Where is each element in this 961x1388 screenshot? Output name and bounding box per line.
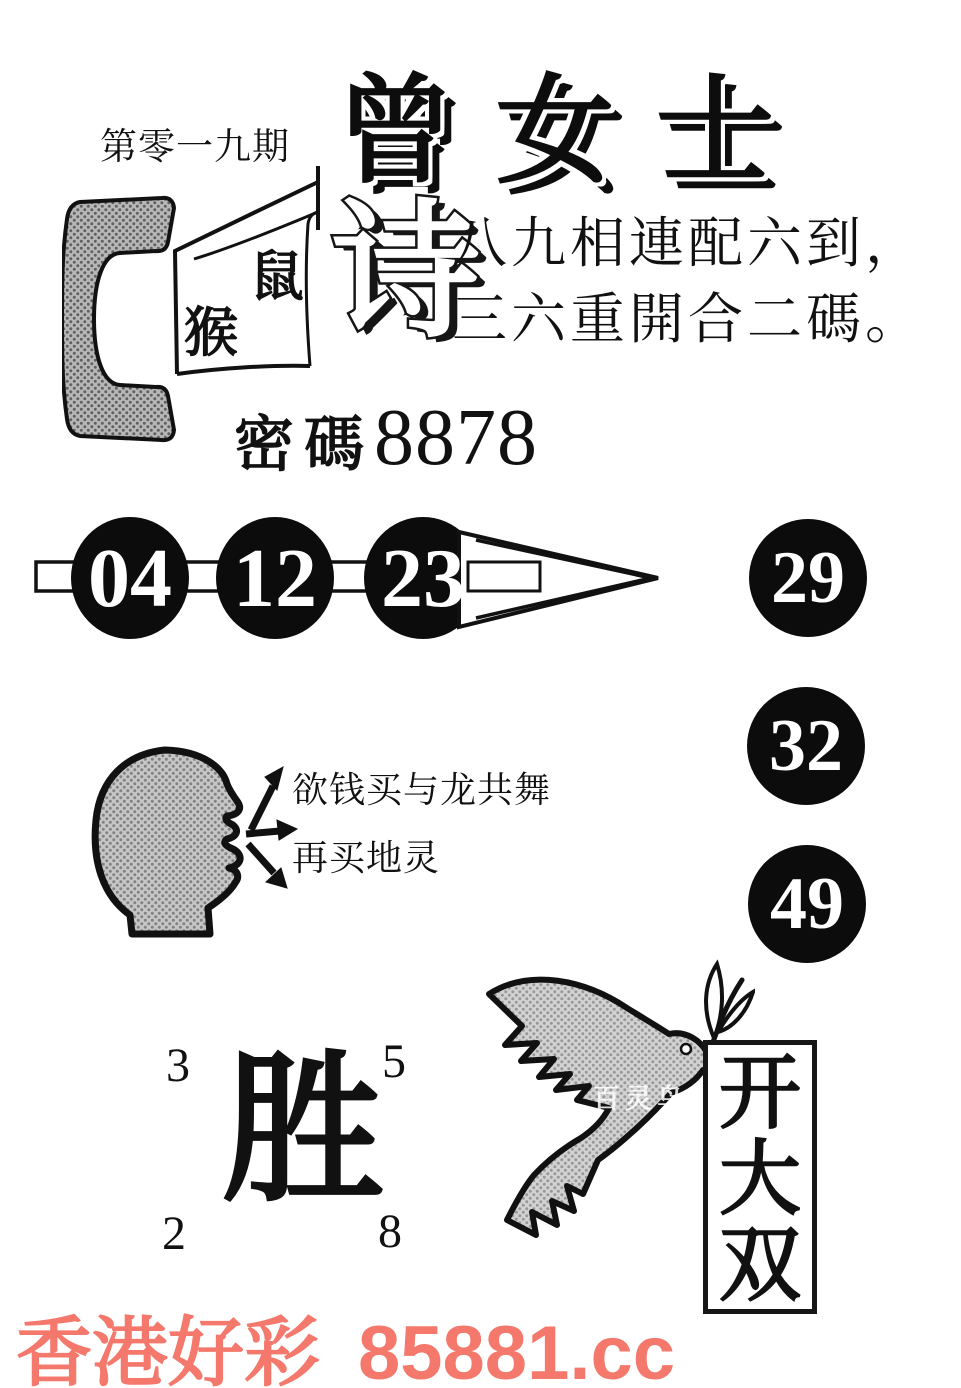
verdict-box (703, 1040, 817, 1314)
head-profile (95, 750, 240, 934)
verdict-char-3: 双 (718, 1220, 801, 1311)
side-ball (749, 519, 867, 637)
corner-number-bottom-right: 8 (378, 1205, 402, 1258)
corner-number-bottom-left: 2 (162, 1207, 186, 1260)
brand-name: 香港好彩 (16, 1311, 320, 1388)
side-ball-number: 32 (769, 704, 843, 787)
password-value: 8878 (374, 394, 538, 482)
speech-arrows-icon (246, 767, 297, 888)
footer-banner (16, 1292, 675, 1388)
clue-line-1: 欲钱买与龙共舞 (292, 769, 552, 810)
clue-line-2: 再买地灵 (292, 837, 441, 878)
verdict-char-2: 大 (718, 1134, 801, 1225)
page-title: 曾女士 (336, 66, 817, 198)
sequence-ball-number: 04 (88, 532, 172, 625)
password-row (234, 394, 538, 482)
sequence-ball-number: 12 (233, 532, 317, 625)
zodiac-rat-label: 鼠 (250, 247, 304, 307)
corner-number-top-right: 5 (382, 1035, 406, 1088)
verdict-char-1: 开 (718, 1048, 801, 1139)
password-label: 密碼 (234, 412, 374, 478)
side-ball-number: 49 (770, 862, 844, 945)
corner-number-top-left: 3 (166, 1039, 190, 1092)
poem-line-1: 八九相連配六到， (452, 213, 925, 274)
number-sequence-arrow (30, 505, 690, 655)
dove-watermark: 百灵鸟 (593, 1084, 689, 1114)
poem-line-2: 三六重開合二碼。 (452, 289, 925, 350)
side-ball (747, 687, 865, 805)
poem-text (452, 206, 924, 358)
poem-character: 诗 (332, 192, 480, 356)
site-url: 85881.cc (358, 1311, 675, 1388)
side-ball-number: 29 (771, 536, 845, 619)
sequence-bar-end (468, 562, 540, 591)
big-character: 胜 (222, 1043, 384, 1222)
speaking-head-icon (70, 740, 320, 970)
dove-eye (681, 1044, 691, 1054)
issue-label: 第零一九期 (100, 127, 290, 168)
zodiac-monkey-label: 猴 (184, 303, 238, 363)
sequence-ball-number: 23 (381, 532, 465, 625)
side-ball (748, 845, 866, 963)
